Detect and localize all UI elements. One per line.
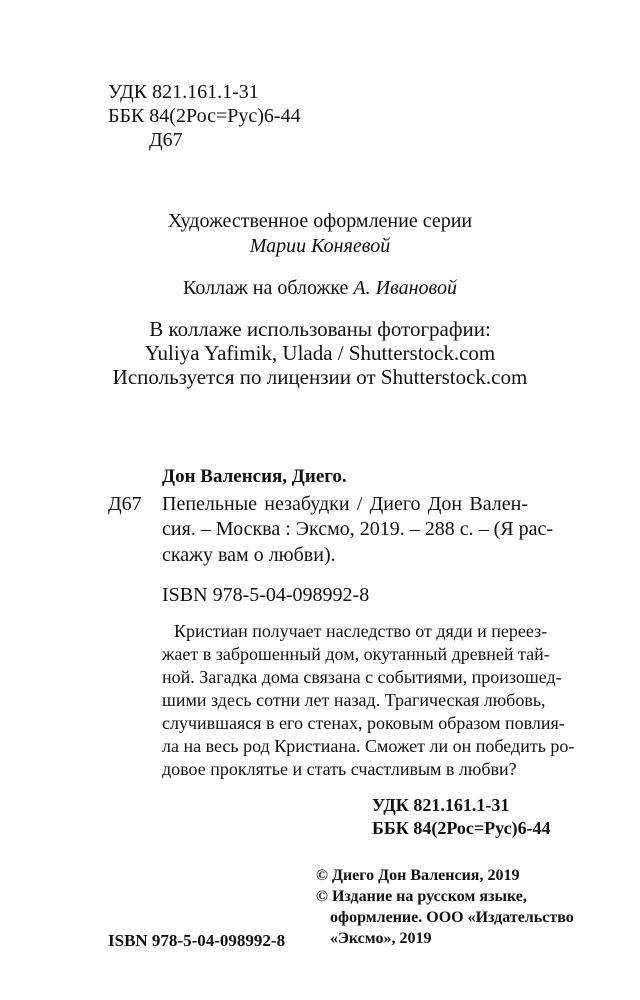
copyright-edition-year: «Эксмо», 2019 (330, 930, 432, 947)
bbk-code: ББК 84(2Рос=Рус)6-44 (108, 105, 301, 127)
catalog-isbn: ISBN 978-5-04-098992-8 (162, 584, 370, 606)
annotation-text: Кристиан получает наследство от дяди и переез- (174, 621, 548, 641)
collage-credit-name: А. Ивановой (353, 277, 457, 299)
copyright-edition: © Издание на русском языке, (316, 888, 527, 905)
annotation-line: довое проклятье и стать счастливым в любви? (162, 759, 517, 779)
photos-credit-line2: Yuliya Yafimik, Ulada / Shutterstock.com (144, 341, 496, 365)
catalog-description-line: сия. – Москва : Эксмо, 2019. – 288 с. – (Я рас- (162, 518, 554, 540)
annotation-line (162, 621, 548, 641)
copyright-author: © Диего Дон Валенсия, 2019 (316, 867, 520, 884)
collage-credit-prefix: Коллаж на обложке (183, 277, 349, 299)
catalog-description-line: скажу вам о любви). (162, 544, 336, 566)
annotation-line: шими здесь сотни лет назад. Трагическая любовь, (162, 690, 546, 710)
photos-credit-line1: В коллаже использованы фотографии: (149, 317, 491, 341)
bottom-udk-code: УДК 821.161.1-31 (372, 795, 510, 815)
footer-isbn: ISBN 978-5-04-098992-8 (108, 931, 286, 950)
udk-code: УДК 821.161.1-31 (108, 81, 259, 103)
catalog-description-line: Пепельные незабудки / Диего Дон Вален- (162, 493, 528, 515)
collage-credit (0, 278, 640, 298)
annotation-line: ной. Загадка дома связана с событиями, произошед- (162, 667, 562, 687)
author-mark: Д67 (149, 129, 183, 151)
design-credit-name: Марии Коняевой (249, 235, 391, 257)
copyright-edition-cont: оформление. ООО «Издательство (330, 909, 574, 926)
bottom-bbk-code: ББК 84(2Рос=Рус)6-44 (372, 818, 551, 838)
annotation-line: жает в заброшенный дом, окутанный древней тай- (162, 644, 550, 664)
annotation-line: ла на весь род Кристиана. Сможет ли он победить ро- (162, 736, 575, 756)
design-credit-line: Художественное оформление серии (167, 210, 473, 232)
catalog-mark: Д67 (108, 493, 142, 515)
annotation-line: случившаяся в его стенах, роковым образом повлия- (162, 713, 565, 733)
catalog-author-heading: Дон Валенсия, Диего. (162, 466, 347, 487)
photos-credit-line3: Используется по лицензии от Shutterstock.com (112, 365, 528, 389)
